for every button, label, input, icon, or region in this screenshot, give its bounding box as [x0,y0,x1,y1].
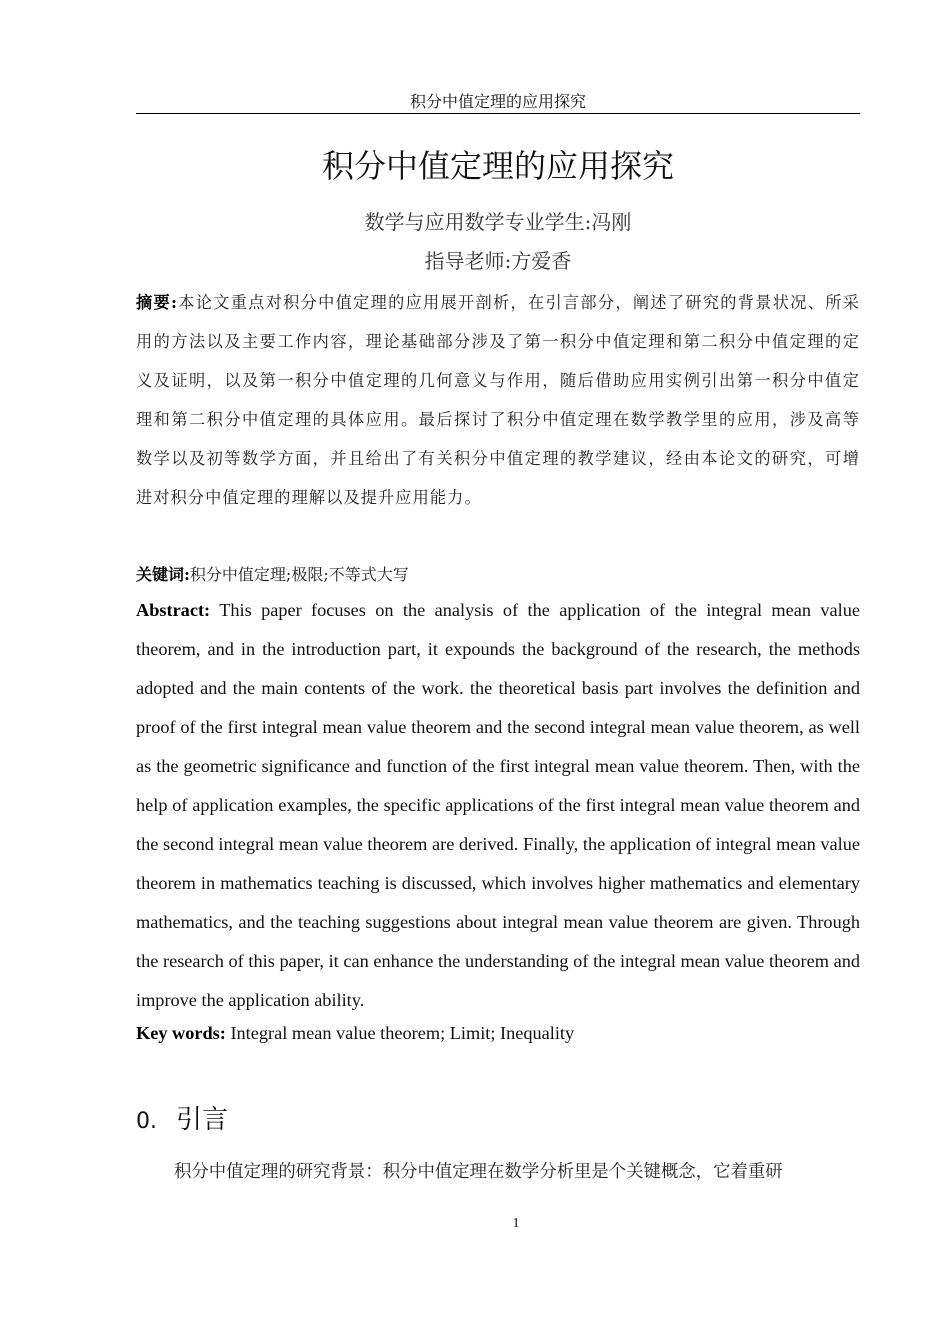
abstract-en [136,591,860,1020]
keywords-en-label: Key words: [136,1023,226,1043]
section-number: 0. [136,1109,157,1134]
abstract-cn [136,283,860,517]
author-advisor: 指导老师:方爱香 [424,249,572,273]
abstract-cn-text: 本论文重点对积分中值定理的应用展开剖析，在引言部分，阐述了研究的背景状况、所采用的方法以及主要工作内容，理论基础部分涉及了第一积分中值定理和第二积分中值定理的定义及证明，以及第一积分中值定理的几何意义与作用，随后借助应用实例引出第一积分中值定理和第二积分中值定理的具体应用。最后探讨了积分中值定理在数学教学里的应用，涉及高等数学以及初等数学方面，并且给出了有关积分中值定理的教学建议，经由本论文的研究，可增进对积分中值定理的理解以及提升应用能力。 [136,293,860,507]
running-header: 积分中值定理的应用探究 [409,92,586,111]
keywords-cn-text: 积分中值定理;极限;不等式大写 [189,565,409,584]
abstract-cn-label: 摘要: [136,293,179,312]
keywords-en [136,1019,860,1047]
paper-title: 积分中值定理的应用探究 [321,147,674,185]
header-rule [136,113,860,114]
keywords-en-text: Integral mean value theorem; Limit; Inequality [230,1023,575,1043]
page-number: 1 [512,1216,520,1231]
abstract-en-text: This paper focuses on the analysis of the application of the integral mean value theorem, and in the introduction part, it expounds the background of the research, the methods adopted and the main contents of the work. the theoretical basis part involves the definition and proof of the first integral mean value theorem and the second integral mean value theorem, as well as the geometric significance and function of the first integral mean value theorem. Then, with the help of application examples, the specific applications of the first integral mean value theorem and the second integral mean value theorem are derived. Finally, the application of integral mean value theorem in mathematics teaching is discussed, which involves higher mathematics and elementary mathematics, and the teaching suggestions about integral mean value theorem are given. Through the research of this paper, it can enhance the understanding of the integral mean value theorem and improve the application ability. [136,600,860,1010]
author-student: 数学与应用数学专业学生:冯刚 [364,210,632,234]
section-title: 引言 [176,1105,229,1135]
section-heading [136,1100,860,1142]
abstract-en-label: Abstract: [136,600,211,620]
keywords-cn [136,561,860,589]
keywords-cn-label: 关键词: [136,565,190,584]
body-paragraph: 积分中值定理的研究背景：积分中值定理在数学分析里是个关键概念，它着重研 [174,1162,783,1182]
